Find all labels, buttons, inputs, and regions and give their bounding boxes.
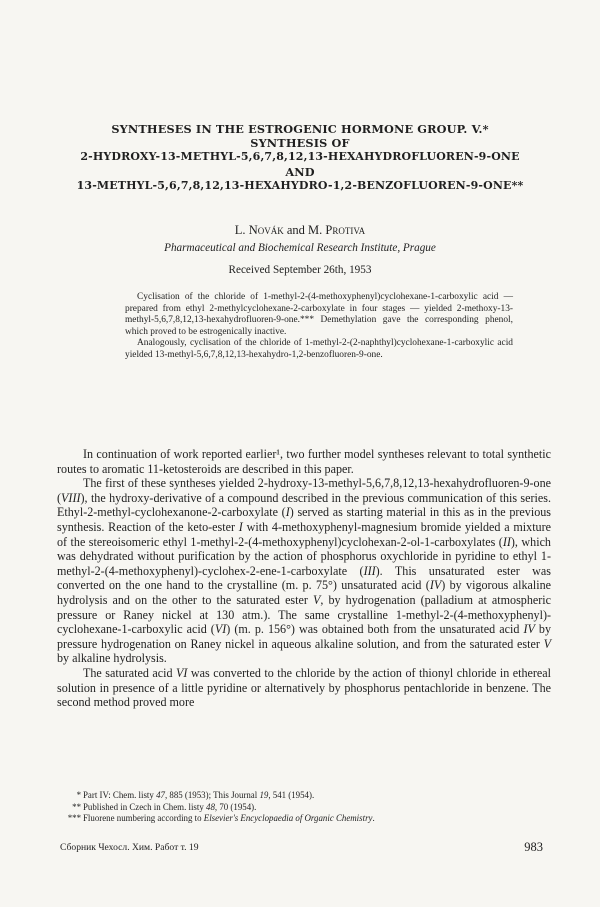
abstract-paragraph-1: Cyclisation of the chloride of 1-methyl-2-(4-methoxyphenyl)cyclohexane-1-carboxylic acid — prepared from ethyl 2-methylcyclohexane-2-carboxylate in four stages — yielded 2-methoxy-13-methyl-5,6,7,8,12,13-hexahydrofluoren-9-one.*** Demethylation gave the corresponding phenol, which proved to be estrogenically inactive. [125, 292, 513, 337]
page-number: 983 [524, 840, 543, 854]
text-run: by alkaline hydrolysis. [57, 651, 167, 666]
footnote-2 [57, 802, 551, 814]
text-run: , by hydrogenation (palladium at atmospheric pressure or Raney nickel at 130 atm.). The same crystalline 1-methyl-2-(4-methoxyphenyl)-cyclohexane-1-carboxylic acid ( [57, 592, 551, 637]
text-run: ) by vigorous alkaline hydrolysis and on the other to the saturated ester [57, 578, 551, 607]
author-joiner: and M. [283, 223, 326, 237]
text-run: , 885 (1953); This Journal [164, 790, 260, 800]
text-run: ) served as starting material in this as in the previous synthesis. Reaction of the keto-ester [57, 505, 552, 534]
text-run: Published in Czech in Chem. listy [83, 801, 207, 812]
text-run: ). This unsaturated ester was converted on the one hand to the crystalline (m. p. 75°) unsaturated acid ( [57, 563, 551, 593]
text-run: . [372, 813, 375, 824]
text-run: , 541 (1954). [268, 790, 315, 800]
text-run: with 4-methoxyphenyl-magnesium bromide yielded a mixture of the stereoisomeric ethyl 1-methyl-2-(4-methoxyphenyl)cyclohexan-2-ol-1-carboxylates ( [57, 519, 551, 549]
running-footer: Сборник Чехосл. Хим. Работ т. 19 [60, 842, 199, 853]
footnote-mark: * [76, 790, 81, 800]
compound-ref: VI [214, 622, 227, 637]
compound-ref: VIII [61, 490, 81, 505]
abstract [125, 292, 513, 362]
title-line-4: AND [285, 164, 315, 179]
text-run: The saturated acid [83, 665, 177, 680]
compound-ref: V [312, 592, 321, 607]
body-paragraph-1: In continuation of work reported earlier¹, two further model syntheses relevant to total synthetic routes to aromatic 11-ketosteroids are described in this paper. [57, 447, 551, 476]
author-1-surname: Novák [248, 223, 284, 237]
volume: 47 [156, 790, 165, 800]
footnote-mark: ** [72, 801, 81, 812]
text-run: ), which was dehydrated without purification by the action of phosphorus oxychloride in pyridine to ethyl 1-methyl-2-(4-methoxyphenyl)-cyclohex-2-ene-1-carboxylate ( [57, 534, 551, 578]
text-run: ) (m. p. 156°) was obtained both from the unsaturated acid [226, 622, 524, 637]
text-run: Part IV: Chem. listy [83, 790, 157, 800]
compound-ref: IV [429, 578, 442, 593]
compound-ref: II [502, 534, 511, 549]
author-line [0, 222, 600, 238]
article-title [40, 122, 560, 193]
title-line-2: SYNTHESIS OF [250, 136, 350, 151]
text-run: by pressure hydrogenation on Raney nickel in aqueous alkaline solution, and from the saturated ester [57, 622, 551, 651]
text-run: , 70 (1954). [214, 801, 257, 812]
title-line-1: SYNTHESES IN THE ESTROGENIC HORMONE GROUP. V.* [111, 122, 489, 136]
footnote-1 [57, 790, 551, 802]
encyclopaedia-title: Elsevier's Encyclopaedia of Organic Chemistry [203, 813, 373, 824]
affiliation: Pharmaceutical and Biochemical Research Institute, Prague [164, 242, 436, 254]
text-run: was converted to the chloride by the action of thionyl chloride in ethereal solution in presence of a little pyridine or alternatively by phosphorus pentachloride in benzene. The second method proved more [57, 665, 551, 710]
compound-ref: I [238, 519, 243, 534]
body-paragraph-2 [57, 476, 551, 666]
compound-ref: V [543, 636, 551, 651]
text-run: Fluorene numbering according to [83, 813, 204, 824]
text-run: ), the hydroxy-derivative of a compound described in the previous communication of this series. Ethyl-2-methyl-cyclohexanone-2-carboxylate ( [57, 490, 551, 520]
footnote-3 [57, 813, 551, 825]
author-2-surname: Protiva [325, 223, 366, 237]
compound-ref: III [363, 563, 376, 578]
title-line-3: 2-HYDROXY-13-METHYL-5,6,7,8,12,13-HEXAHYDROFLUOREN-9-ONE [80, 150, 520, 164]
compound-ref: I [285, 505, 290, 520]
body-paragraph-3 [57, 666, 551, 710]
body-text [57, 447, 551, 710]
received-date: Received September 26th, 1953 [228, 264, 372, 276]
compound-ref: IV [523, 622, 535, 637]
footnotes [57, 790, 551, 825]
volume: 19 [259, 790, 269, 800]
abstract-paragraph-2: Analogously, cyclisation of the chloride of 1-methyl-2-(2-naphthyl)cyclohexane-1-carboxylic acid yielded 13-methyl-5,6,7,8,12,13-hexahydro-1,2-benzofluoren-9-one. [125, 338, 513, 360]
author-1-initial: L. [234, 223, 249, 237]
text-run: The first of these syntheses yielded 2-hydroxy-13-methyl-5,6,7,8,12,13-hexahydrofluoren-9-one ( [57, 476, 551, 505]
title-line-5: 13-METHYL-5,6,7,8,12,13-HEXAHYDRO-1,2-BENZOFLUOREN-9-ONE** [76, 178, 524, 192]
compound-ref: VI [176, 665, 188, 680]
footnote-mark: *** [67, 813, 81, 824]
volume: 48 [206, 801, 215, 812]
